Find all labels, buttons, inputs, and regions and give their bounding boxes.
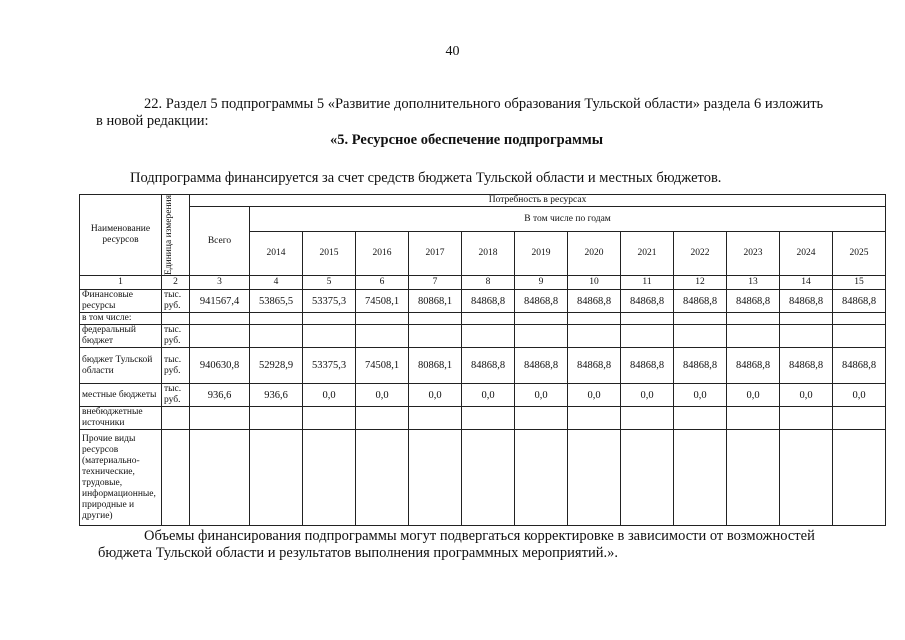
row-value: 84868,8	[833, 348, 886, 384]
row-value	[409, 313, 462, 325]
row-value	[356, 407, 409, 430]
index-cell: 12	[674, 276, 727, 290]
row-value: 74508,1	[356, 348, 409, 384]
header-year: 2019	[515, 232, 568, 276]
row-value: 84868,8	[727, 290, 780, 313]
header-year: 2016	[356, 232, 409, 276]
row-value	[674, 407, 727, 430]
row-value	[568, 325, 621, 348]
row-value	[250, 325, 303, 348]
index-cell: 4	[250, 276, 303, 290]
index-cell: 9	[515, 276, 568, 290]
page-number: 40	[445, 44, 460, 59]
row-value	[833, 325, 886, 348]
row-value	[356, 325, 409, 348]
table-body	[80, 290, 886, 526]
row-value	[356, 313, 409, 325]
row-value: 84868,8	[568, 348, 621, 384]
row-value: 53375,3	[303, 348, 356, 384]
row-value	[515, 325, 568, 348]
index-cell: 11	[621, 276, 674, 290]
row-value	[568, 313, 621, 325]
row-name: местные бюджеты	[80, 384, 162, 407]
row-value	[462, 430, 515, 526]
row-value	[727, 325, 780, 348]
intro-line-2: в новой редакции:	[96, 113, 209, 129]
closing-line-1: Объемы финансирования подпрограммы могут подвергаться корректировке в зависимости от возможностей	[144, 528, 815, 544]
row-value: 84868,8	[780, 290, 833, 313]
row-value	[409, 407, 462, 430]
index-cell: 2	[162, 276, 190, 290]
row-value: 53865,5	[250, 290, 303, 313]
row-value	[303, 430, 356, 526]
row-value: 0,0	[674, 384, 727, 407]
row-total: 936,6	[190, 384, 250, 407]
row-value	[780, 313, 833, 325]
financing-paragraph: Подпрограмма финансируется за счет средств бюджета Тульской области и местных бюджетов.	[130, 170, 722, 186]
header-by-years: В том числе по годам	[250, 207, 886, 232]
closing-paragraph	[98, 528, 848, 562]
table-row	[80, 313, 886, 325]
row-name: федеральный бюджет	[80, 325, 162, 348]
resources-table	[79, 194, 886, 526]
index-cell: 1	[80, 276, 162, 290]
row-value	[356, 430, 409, 526]
index-cell: 7	[409, 276, 462, 290]
index-cell: 15	[833, 276, 886, 290]
index-cell: 8	[462, 276, 515, 290]
row-value	[568, 407, 621, 430]
row-value: 84868,8	[515, 348, 568, 384]
header-year: 2015	[303, 232, 356, 276]
row-value: 84868,8	[462, 290, 515, 313]
row-value: 0,0	[515, 384, 568, 407]
row-value: 0,0	[409, 384, 462, 407]
row-value	[833, 313, 886, 325]
row-total: 940630,8	[190, 348, 250, 384]
row-name: Финансовые ресурсы	[80, 290, 162, 313]
row-total	[190, 313, 250, 325]
row-value	[462, 407, 515, 430]
section-title: «5. Ресурсное обеспечение подпрограммы	[330, 132, 604, 148]
row-value: 84868,8	[462, 348, 515, 384]
row-value	[674, 313, 727, 325]
row-value	[833, 430, 886, 526]
header-need: Потребность в ресурсах	[190, 195, 886, 207]
row-value	[674, 325, 727, 348]
row-value	[515, 313, 568, 325]
row-value: 80868,1	[409, 290, 462, 313]
intro-line-1: 22. Раздел 5 подпрограммы 5 «Развитие дополнительного образования Тульской области» раздела 6 изложить	[144, 96, 824, 112]
row-total	[190, 407, 250, 430]
row-value	[303, 407, 356, 430]
row-unit	[162, 430, 190, 526]
row-value	[250, 313, 303, 325]
index-row	[80, 276, 886, 290]
row-value	[674, 430, 727, 526]
row-value	[621, 313, 674, 325]
index-cell: 3	[190, 276, 250, 290]
header-unit	[162, 195, 190, 276]
index-cell: 5	[303, 276, 356, 290]
row-value: 0,0	[568, 384, 621, 407]
row-value	[621, 407, 674, 430]
row-value	[727, 313, 780, 325]
row-name: Прочие виды ресурсов (материально-технические, трудовые, информационные, природные и другие)	[80, 430, 162, 526]
row-name: бюджет Тульской области	[80, 348, 162, 384]
table-row	[80, 430, 886, 526]
header-year: 2025	[833, 232, 886, 276]
header-year: 2014	[250, 232, 303, 276]
row-value	[727, 430, 780, 526]
row-value: 84868,8	[674, 348, 727, 384]
row-value	[621, 430, 674, 526]
index-cell: 14	[780, 276, 833, 290]
row-unit: тыс. руб.	[162, 348, 190, 384]
closing-line-2: бюджета Тульской области и результатов выполнения программных мероприятий.».	[98, 545, 618, 561]
table-row	[80, 290, 886, 313]
row-value	[727, 407, 780, 430]
index-cell: 10	[568, 276, 621, 290]
intro-paragraph	[96, 96, 846, 130]
row-unit: тыс. руб.	[162, 290, 190, 313]
row-value	[250, 430, 303, 526]
row-value	[250, 407, 303, 430]
row-value: 74508,1	[356, 290, 409, 313]
row-value: 52928,9	[250, 348, 303, 384]
row-value: 84868,8	[674, 290, 727, 313]
row-value	[780, 430, 833, 526]
header-year: 2018	[462, 232, 515, 276]
header-year: 2017	[409, 232, 462, 276]
header-year: 2022	[674, 232, 727, 276]
row-unit: тыс. руб.	[162, 325, 190, 348]
row-value: 53375,3	[303, 290, 356, 313]
row-value	[409, 430, 462, 526]
row-total: 941567,4	[190, 290, 250, 313]
row-unit	[162, 313, 190, 325]
header-resource-name: Наименование ресурсов	[80, 195, 162, 276]
row-unit	[162, 407, 190, 430]
row-value	[515, 430, 568, 526]
row-value	[780, 325, 833, 348]
table-row	[80, 384, 886, 407]
row-value	[621, 325, 674, 348]
row-value: 0,0	[462, 384, 515, 407]
row-value	[515, 407, 568, 430]
row-total	[190, 325, 250, 348]
row-total	[190, 430, 250, 526]
row-value: 0,0	[833, 384, 886, 407]
table-row	[80, 325, 886, 348]
header-year: 2023	[727, 232, 780, 276]
row-value: 80868,1	[409, 348, 462, 384]
row-value: 0,0	[621, 384, 674, 407]
header-total: Всего	[190, 207, 250, 276]
row-value: 0,0	[727, 384, 780, 407]
row-value	[568, 430, 621, 526]
row-unit: тыс. руб.	[162, 384, 190, 407]
row-value	[303, 313, 356, 325]
row-value	[409, 325, 462, 348]
index-cell: 6	[356, 276, 409, 290]
row-value: 84868,8	[833, 290, 886, 313]
row-value: 84868,8	[621, 348, 674, 384]
row-value: 84868,8	[568, 290, 621, 313]
row-value: 0,0	[303, 384, 356, 407]
row-value: 0,0	[780, 384, 833, 407]
header-year: 2021	[621, 232, 674, 276]
row-value	[780, 407, 833, 430]
header-year: 2024	[780, 232, 833, 276]
row-value	[833, 407, 886, 430]
table-row	[80, 348, 886, 384]
row-name: в том числе:	[80, 313, 162, 325]
row-value	[303, 325, 356, 348]
header-unit-text: Единица измерения	[164, 195, 174, 275]
row-value: 84868,8	[515, 290, 568, 313]
row-value	[462, 313, 515, 325]
header-year: 2020	[568, 232, 621, 276]
table-row	[80, 407, 886, 430]
row-value: 84868,8	[727, 348, 780, 384]
row-value	[462, 325, 515, 348]
row-name: внебюджетные источники	[80, 407, 162, 430]
row-value: 84868,8	[780, 348, 833, 384]
index-cell: 13	[727, 276, 780, 290]
row-value: 0,0	[356, 384, 409, 407]
row-value: 936,6	[250, 384, 303, 407]
row-value: 84868,8	[621, 290, 674, 313]
